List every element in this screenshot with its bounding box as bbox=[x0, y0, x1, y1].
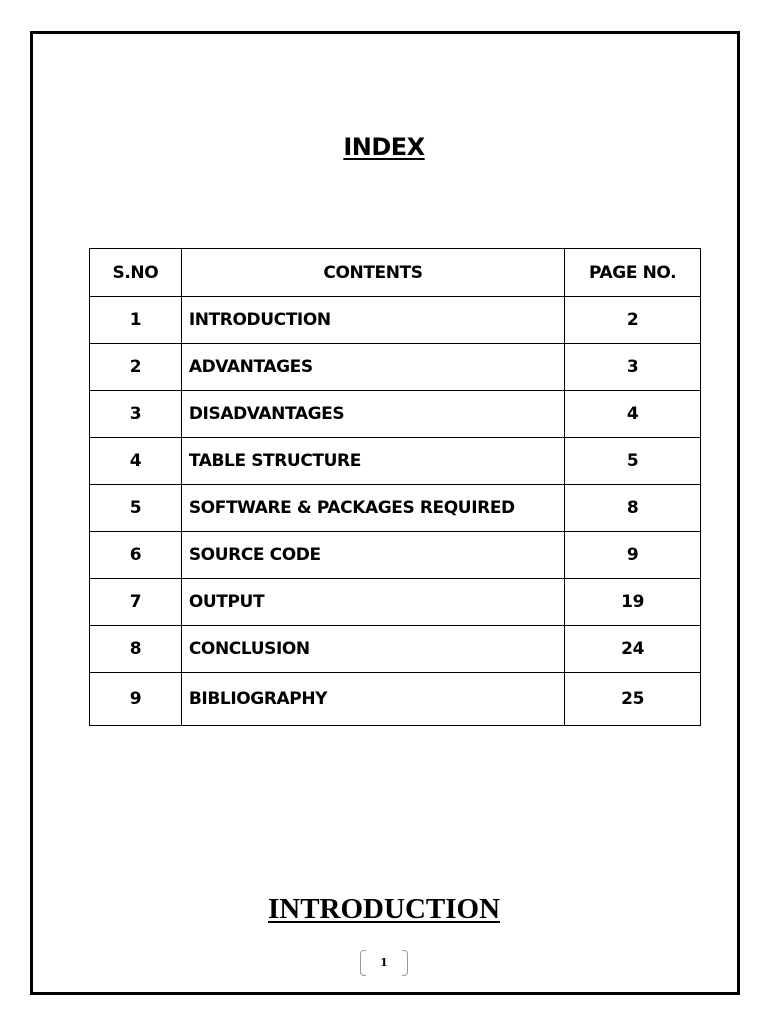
introduction-heading: INTRODUCTION bbox=[267, 893, 501, 925]
table-row bbox=[90, 297, 701, 344]
page-number-value: 1 bbox=[380, 956, 388, 969]
row-sno: 3 bbox=[90, 391, 182, 438]
row-contents: BIBLIOGRAPHY bbox=[181, 673, 564, 726]
row-sno: 2 bbox=[90, 344, 182, 391]
row-page-no: 24 bbox=[565, 626, 701, 673]
row-sno: 9 bbox=[90, 673, 182, 726]
row-page-no: 4 bbox=[565, 391, 701, 438]
table-row bbox=[90, 391, 701, 438]
table-row bbox=[90, 673, 701, 726]
row-sno: 1 bbox=[90, 297, 182, 344]
page-title: INDEX bbox=[343, 133, 425, 161]
row-contents: CONCLUSION bbox=[181, 626, 564, 673]
row-page-no: 2 bbox=[565, 297, 701, 344]
row-sno: 8 bbox=[90, 626, 182, 673]
row-contents: SOURCE CODE bbox=[181, 532, 564, 579]
table-row bbox=[90, 626, 701, 673]
table-header-row bbox=[90, 249, 701, 297]
row-page-no: 3 bbox=[565, 344, 701, 391]
header-sno: S.NO bbox=[90, 249, 182, 297]
row-sno: 4 bbox=[90, 438, 182, 485]
row-page-no: 25 bbox=[565, 673, 701, 726]
header-contents: CONTENTS bbox=[181, 249, 564, 297]
table-row bbox=[90, 438, 701, 485]
header-page-no: PAGE NO. bbox=[565, 249, 701, 297]
table-row bbox=[90, 344, 701, 391]
row-contents: SOFTWARE & PACKAGES REQUIRED bbox=[181, 485, 564, 532]
row-page-no: 5 bbox=[565, 438, 701, 485]
row-sno: 6 bbox=[90, 532, 182, 579]
row-page-no: 8 bbox=[565, 485, 701, 532]
row-sno: 7 bbox=[90, 579, 182, 626]
table-row bbox=[90, 485, 701, 532]
row-contents: INTRODUCTION bbox=[181, 297, 564, 344]
row-page-no: 9 bbox=[565, 532, 701, 579]
table-row bbox=[90, 579, 701, 626]
row-contents: OUTPUT bbox=[181, 579, 564, 626]
page-number bbox=[0, 950, 768, 976]
row-contents: ADVANTAGES bbox=[181, 344, 564, 391]
row-page-no: 19 bbox=[565, 579, 701, 626]
row-contents: DISADVANTAGES bbox=[181, 391, 564, 438]
table-row bbox=[90, 532, 701, 579]
index-table bbox=[89, 248, 701, 726]
row-contents: TABLE STRUCTURE bbox=[181, 438, 564, 485]
row-sno: 5 bbox=[90, 485, 182, 532]
page-number-right-bracket bbox=[402, 950, 408, 976]
